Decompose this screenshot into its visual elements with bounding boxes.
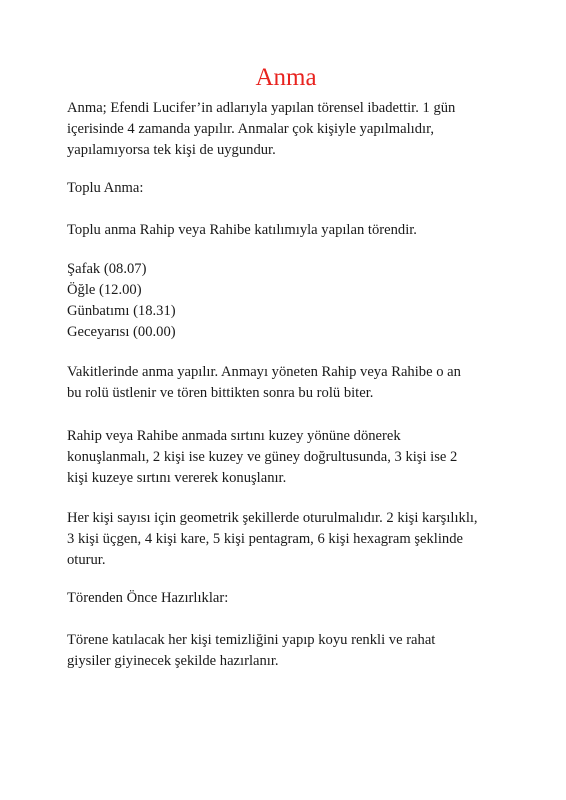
geometri-paragraph [67, 508, 507, 571]
word: sırtını [230, 428, 265, 444]
rahip-paragraph [67, 426, 507, 489]
rahip-justified-line [67, 426, 477, 447]
word: veya [105, 428, 134, 444]
toplu-anma-description: Toplu anma Rahip veya Rahibe katılımıyla yapılan törendir. [67, 222, 417, 238]
word: yönüne [307, 428, 350, 444]
geometri-line: Her kişi sayısı için geometrik şekillerde oturulmalıdır. 2 kişi karşılıklı, [67, 510, 478, 526]
time-ogle: Öğle (12.00) [67, 282, 142, 298]
geometri-line: oturur. [67, 552, 106, 568]
intro-line: Anma; Efendi Lucifer’in adlarıyla yapılan törensel ibadettir. 1 gün [67, 100, 456, 116]
word: anmada [181, 428, 228, 444]
hazirlik-line: giysiler giyinecek şekilde hazırlanır. [67, 653, 279, 669]
toplu-anma-heading: Toplu Anma: [67, 180, 144, 196]
vakit-line: bu rolü üstlenir ve tören bittikten sonra bu rolü biter. [67, 385, 374, 401]
geometri-line: 3 kişi üçgen, 4 kişi kare, 5 kişi pentagram, 6 kişi hexagram şeklinde [67, 531, 463, 547]
word: kuzey [268, 428, 304, 444]
intro-paragraph [67, 98, 507, 161]
page-title: Anma [255, 64, 317, 91]
hazirlik-paragraph [67, 630, 507, 672]
word: Rahip [67, 428, 102, 444]
time-geceyarisi: Geceyarısı (00.00) [67, 324, 176, 340]
vakit-line: Vakitlerinde anma yapılır. Anmayı yöneten Rahip veya Rahibe o an [67, 364, 461, 380]
hazirlik-line: Törene katılacak her kişi temizliğini yapıp koyu renkli ve rahat [67, 632, 436, 648]
times-list [67, 259, 507, 343]
word: Rahibe [136, 428, 179, 444]
time-gunbatimi: Günbatımı (18.31) [67, 303, 176, 319]
rahip-line: konuşlanmalı, 2 kişi ise kuzey ve güney doğrultusunda, 3 kişi ise 2 [67, 449, 458, 465]
intro-line: içerisinde 4 zamanda yapılır. Anmalar çok kişiyle yapılmalıdır, [67, 121, 434, 137]
time-safak: Şafak (08.07) [67, 261, 147, 277]
vakit-paragraph [67, 362, 507, 404]
rahip-line: kişi kuzeye sırtını vererek konuşlanır. [67, 470, 287, 486]
word: dönerek [353, 428, 401, 444]
hazirlik-heading: Törenden Önce Hazırlıklar: [67, 590, 229, 606]
intro-line: yapılamıyorsa tek kişi de uygundur. [67, 142, 276, 158]
